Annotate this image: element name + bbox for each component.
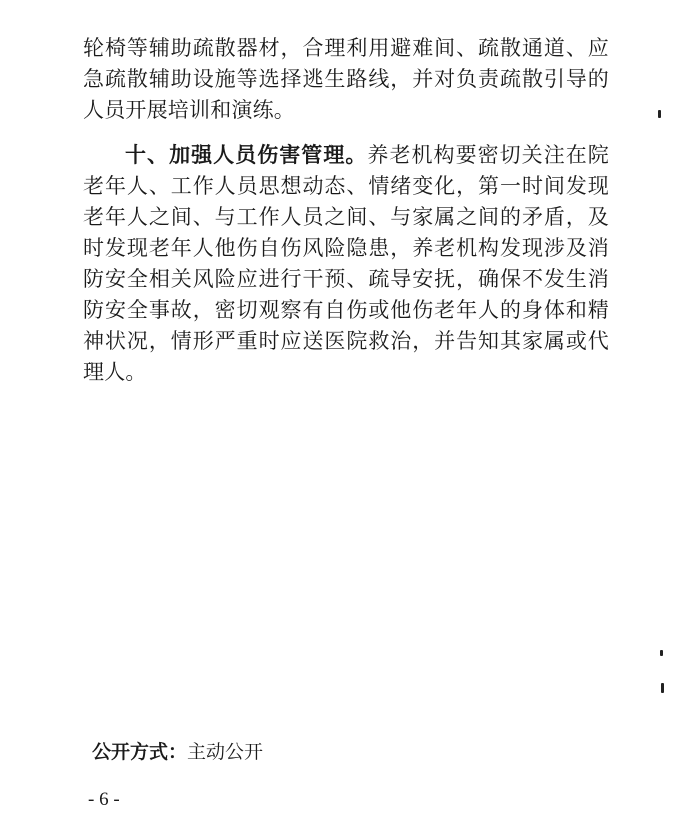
scan-mark bbox=[661, 683, 664, 693]
section-heading: 十、加强人员伤害管理。 bbox=[125, 143, 368, 167]
disclosure-value: 主动公开 bbox=[187, 741, 264, 763]
section-body: 养老机构要密切关注在院老年人、工作人员思想动态、情绪变化，第一时间发现老年人之间、与工作人员之间、与家属之间的矛盾，及时发现老年人他伤自伤风险隐患，养老机构发现涉及消防安全相关风险应进行干预、疏导安抚，确保不发生消防安全事故，密切观察有自伤或他伤老年人的身体和精神状况，情形严重时应送医院救治，并告知其家属或代理人。 bbox=[83, 143, 609, 384]
disclosure-line bbox=[92, 739, 263, 765]
disclosure-label: 公开方式： bbox=[92, 741, 188, 763]
paragraph-injury-management bbox=[83, 140, 609, 388]
scan-mark bbox=[660, 650, 663, 656]
paragraph-evacuation: 轮椅等辅助疏散器材，合理利用避难间、疏散通道、应急疏散辅助设施等选择逃生路线，并对负责疏散引导的人员开展培训和演练。 bbox=[83, 36, 609, 122]
page-number: - 6 - bbox=[88, 789, 120, 810]
scan-mark bbox=[658, 110, 661, 118]
